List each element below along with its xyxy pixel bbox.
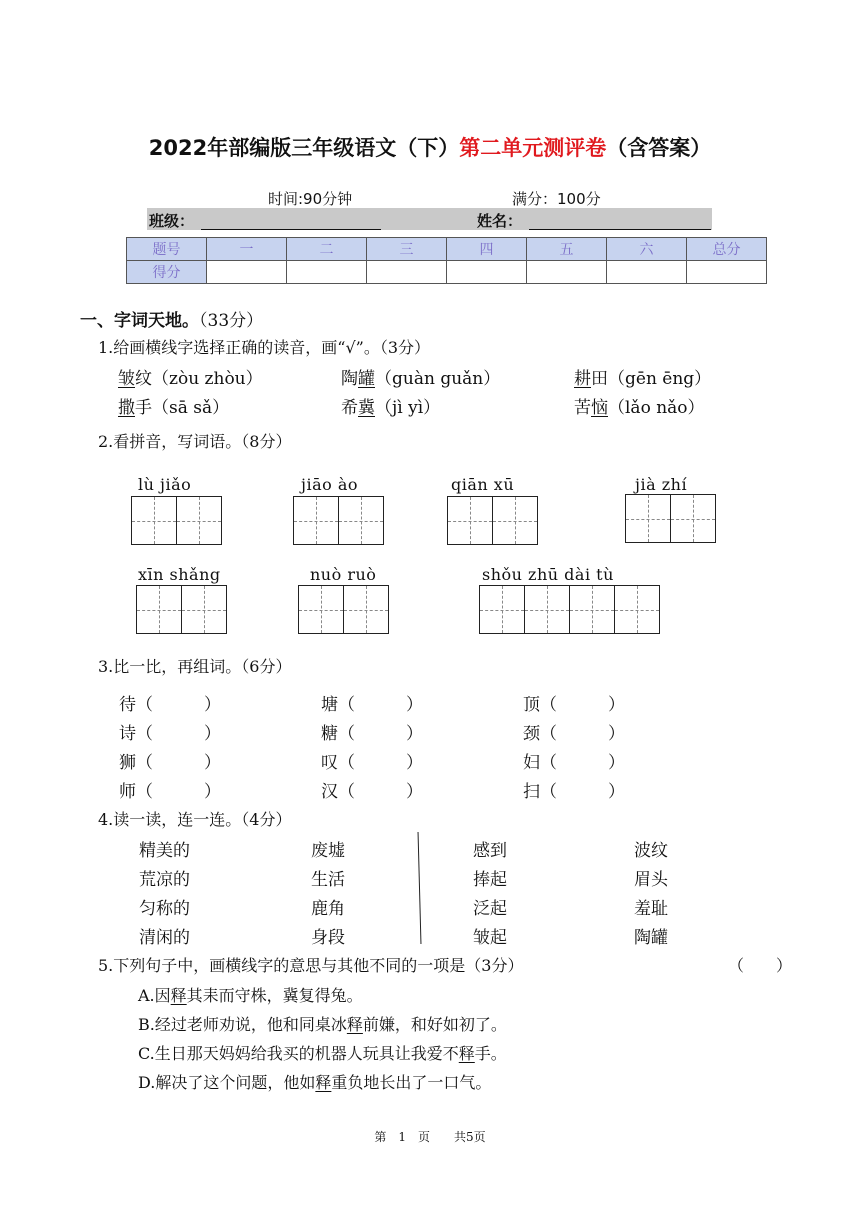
pinyin-label: nuò ruò xyxy=(310,565,377,584)
underlined-char: 释 xyxy=(170,986,187,1005)
writing-grid[interactable] xyxy=(447,496,537,545)
compare-item: 汉（ ） xyxy=(321,782,423,802)
q1-item xyxy=(574,364,711,389)
score-table-header-row xyxy=(127,238,767,261)
compare-item: 塘（ ） xyxy=(321,695,423,715)
score-table-score-row xyxy=(127,261,767,284)
writing-cell[interactable] xyxy=(569,585,615,634)
title-suffix: （含答案） xyxy=(606,136,712,160)
compare-item: 扫（ ） xyxy=(523,782,625,802)
writing-grid[interactable] xyxy=(293,496,383,545)
section-points: （33分） xyxy=(199,311,264,331)
match-word[interactable]: 陶罐 xyxy=(634,928,668,948)
pinyin-label: xīn shǎng xyxy=(138,565,221,584)
class-label: 班级： xyxy=(149,212,195,230)
q1-item xyxy=(574,393,705,418)
score-table-header: 题号 xyxy=(127,238,207,261)
q1-item-rest: 田（gēn ēng） xyxy=(591,369,712,389)
writing-cell[interactable] xyxy=(670,494,716,543)
q1-item-rest: （jì yì） xyxy=(375,398,441,418)
option-text: B.经过老师劝说，他和同桌冰 xyxy=(138,1015,347,1034)
score-cell[interactable] xyxy=(687,261,767,284)
q1-item xyxy=(118,393,229,418)
score-cell[interactable] xyxy=(287,261,367,284)
pinyin-label: jià zhí xyxy=(635,475,688,494)
title-highlight: 第二单元测评卷 xyxy=(459,136,607,160)
answer-parentheses[interactable]: （ ） xyxy=(728,956,793,975)
writing-grid[interactable] xyxy=(131,496,221,545)
writing-cell[interactable] xyxy=(298,585,344,634)
score-table-header: 一 xyxy=(207,238,287,261)
writing-cell[interactable] xyxy=(131,496,177,545)
page-footer: 第 1 页 共5页 xyxy=(374,1130,486,1144)
writing-cell[interactable] xyxy=(479,585,525,634)
title-prefix: 2022年部编版三年级语文（下） xyxy=(148,136,460,160)
q1-item xyxy=(118,364,263,389)
name-field[interactable] xyxy=(529,229,711,230)
option-text: 手。 xyxy=(474,1044,507,1063)
compare-item: 颈（ ） xyxy=(523,724,625,744)
match-word[interactable]: 废墟 xyxy=(311,841,345,861)
writing-cell[interactable] xyxy=(136,585,182,634)
score-row-label: 得分 xyxy=(127,261,207,284)
option-text: 其耒而守株，冀复得兔。 xyxy=(186,986,363,1005)
pinyin-label: lù jiǎo xyxy=(138,475,192,494)
option-text: C.生日那天妈妈给我买的机器人玩具让我爱不 xyxy=(138,1044,459,1063)
time-label: 时间:90分钟 xyxy=(268,190,353,208)
underlined-char: 冀 xyxy=(358,398,375,418)
option-c[interactable] xyxy=(138,1041,507,1064)
q1-item-pre: 陶 xyxy=(341,369,358,389)
q1-item xyxy=(341,364,500,389)
pinyin-label: jiāo ào xyxy=(301,475,359,494)
option-text: D.解决了这个问题，他如 xyxy=(138,1073,316,1092)
q1-item-rest: （guàn guǎn） xyxy=(375,369,501,389)
writing-grid[interactable] xyxy=(298,585,388,634)
match-word[interactable]: 身段 xyxy=(311,928,345,948)
match-word[interactable]: 生活 xyxy=(311,870,345,890)
student-info-bar xyxy=(147,208,712,230)
option-a[interactable] xyxy=(138,983,363,1006)
writing-grid[interactable] xyxy=(479,585,659,634)
match-word[interactable]: 荒凉的 xyxy=(139,870,190,890)
compare-item: 顶（ ） xyxy=(523,695,625,715)
question-1-prompt: 1.给画横线字选择正确的读音，画“√”。（3分） xyxy=(98,338,431,357)
compare-item: 妇（ ） xyxy=(523,753,625,773)
column-divider xyxy=(418,832,422,944)
score-cell[interactable] xyxy=(367,261,447,284)
option-text: A.因 xyxy=(138,986,171,1005)
score-table xyxy=(126,237,767,284)
writing-cell[interactable] xyxy=(338,496,384,545)
compare-item: 狮（ ） xyxy=(119,753,221,773)
writing-cell[interactable] xyxy=(524,585,570,634)
writing-cell[interactable] xyxy=(614,585,660,634)
q1-item-rest: （lǎo nǎo） xyxy=(608,398,705,418)
option-d[interactable] xyxy=(138,1070,491,1093)
match-word[interactable]: 清闲的 xyxy=(139,928,190,948)
writing-cell[interactable] xyxy=(176,496,222,545)
q1-item xyxy=(341,393,440,418)
underlined-char: 罐 xyxy=(358,369,375,389)
underlined-char: 撒 xyxy=(118,398,135,418)
writing-cell[interactable] xyxy=(343,585,389,634)
writing-grid[interactable] xyxy=(136,585,226,634)
class-field[interactable] xyxy=(201,229,381,230)
compare-item: 诗（ ） xyxy=(119,724,221,744)
q1-item-rest: 纹（zòu zhòu） xyxy=(135,369,263,389)
match-word[interactable]: 匀称的 xyxy=(139,899,190,919)
match-word[interactable]: 羞耻 xyxy=(634,899,668,919)
score-table-header: 六 xyxy=(607,238,687,261)
q1-item-pre: 苦 xyxy=(574,398,591,418)
score-table-header: 五 xyxy=(527,238,607,261)
name-label: 姓名： xyxy=(477,212,523,230)
writing-cell[interactable] xyxy=(447,496,493,545)
page-title xyxy=(0,132,860,162)
writing-cell[interactable] xyxy=(181,585,227,634)
question-5-prompt: 5.下列句子中，画横线字的意思与其他不同的一项是（3分） xyxy=(98,956,524,975)
match-word[interactable]: 捧起 xyxy=(473,870,507,890)
score-table-header: 三 xyxy=(367,238,447,261)
match-word[interactable]: 精美的 xyxy=(139,841,190,861)
writing-cell[interactable] xyxy=(492,496,538,545)
underlined-char: 释 xyxy=(346,1015,363,1034)
score-cell[interactable] xyxy=(447,261,527,284)
compare-item: 待（ ） xyxy=(119,695,221,715)
writing-cell[interactable] xyxy=(293,496,339,545)
writing-cell[interactable] xyxy=(625,494,671,543)
underlined-char: 释 xyxy=(315,1073,332,1092)
question-4-prompt: 4.读一读，连一连。（4分） xyxy=(98,810,292,829)
compare-item: 叹（ ） xyxy=(321,753,423,773)
underlined-char: 皱 xyxy=(118,369,135,389)
pinyin-label: qiān xū xyxy=(451,475,515,494)
score-table-header: 二 xyxy=(287,238,367,261)
writing-grid[interactable] xyxy=(625,494,715,543)
question-3-prompt: 3.比一比，再组词。（6分） xyxy=(98,657,292,676)
match-word[interactable]: 波纹 xyxy=(634,841,668,861)
score-cell[interactable] xyxy=(527,261,607,284)
pinyin-label: shǒu zhū dài tù xyxy=(482,565,614,584)
option-b[interactable] xyxy=(138,1012,507,1035)
match-word[interactable]: 感到 xyxy=(473,841,507,861)
q1-item-rest: 手（sā sǎ） xyxy=(135,398,230,418)
match-word[interactable]: 鹿角 xyxy=(311,899,345,919)
question-2-prompt: 2.看拼音，写词语。（8分） xyxy=(98,432,292,451)
underlined-char: 恼 xyxy=(591,398,608,418)
match-word[interactable]: 皱起 xyxy=(473,928,507,948)
compare-item: 师（ ） xyxy=(119,782,221,802)
score-cell[interactable] xyxy=(207,261,287,284)
option-text: 重负地长出了一口气。 xyxy=(331,1073,492,1092)
option-text: 前嫌，和好如初了。 xyxy=(362,1015,507,1034)
score-table-header: 四 xyxy=(447,238,527,261)
section-heading xyxy=(80,306,263,331)
match-word[interactable]: 眉头 xyxy=(634,870,668,890)
full-score-label: 满分：100分 xyxy=(512,190,601,208)
compare-item: 糖（ ） xyxy=(321,724,423,744)
score-table-header: 总分 xyxy=(687,238,767,261)
match-word[interactable]: 泛起 xyxy=(473,899,507,919)
underlined-char: 耕 xyxy=(574,369,591,389)
section-title: 一、字词天地。 xyxy=(80,311,199,331)
underlined-char: 释 xyxy=(458,1044,475,1063)
score-cell[interactable] xyxy=(607,261,687,284)
q1-item-pre: 希 xyxy=(341,398,358,418)
